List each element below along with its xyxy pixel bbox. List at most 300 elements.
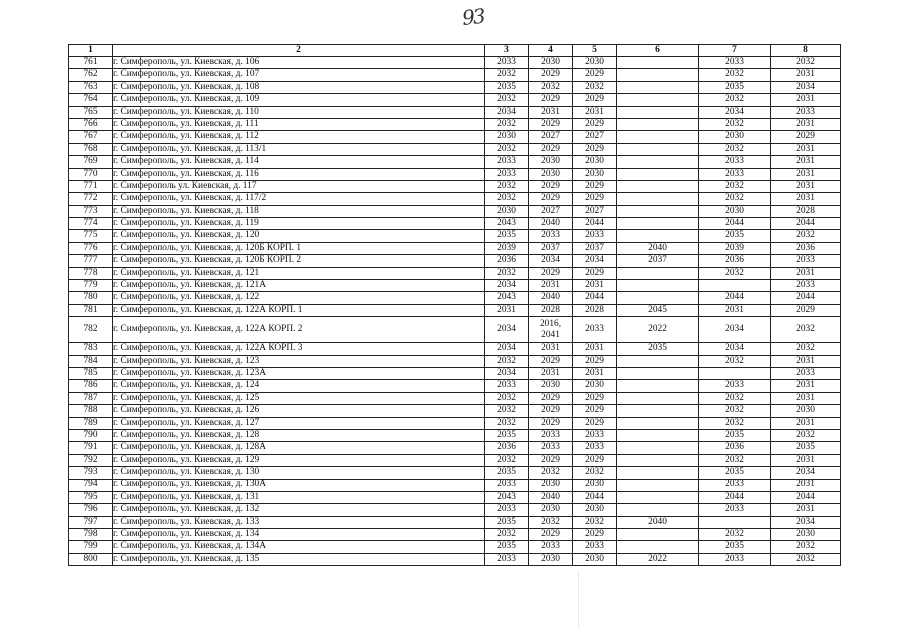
cell-col-8-year: 2031 [771, 380, 841, 392]
cell-col-6-year: 2022 [617, 317, 699, 343]
cell-col-5-year: 2027 [573, 205, 617, 217]
table-row [69, 479, 841, 491]
cell-address: г. Симферополь, ул. Киевская, д. 124 [113, 380, 485, 392]
cell-col-6-year [617, 69, 699, 81]
cell-col-7-year: 2036 [699, 255, 771, 267]
table-row [69, 81, 841, 93]
cell-multi-year: 2016, 2041 [539, 318, 562, 340]
cell-col-4-year: 2033 [529, 541, 573, 553]
cell-col-8-year: 2031 [771, 168, 841, 180]
cell-col-5-year: 2030 [573, 380, 617, 392]
table-row [69, 156, 841, 168]
cell-row-number: 781 [69, 304, 113, 316]
cell-address: г. Симферополь, ул. Киевская, д. 120 [113, 230, 485, 242]
table-row [69, 504, 841, 516]
cell-col-5-year: 2033 [573, 429, 617, 441]
cell-col-6-year: 2045 [617, 304, 699, 316]
table-row [69, 317, 841, 343]
cell-address: г. Симферополь, ул. Киевская, д. 120Б КОРП. 1 [113, 242, 485, 254]
cell-col-8-year: 2031 [771, 143, 841, 155]
page-number: 93 [460, 3, 485, 31]
cell-col-6-year [617, 280, 699, 292]
cell-col-5-year: 2029 [573, 118, 617, 130]
table-row [69, 392, 841, 404]
table-row [69, 280, 841, 292]
table-row [69, 218, 841, 230]
cell-row-number: 775 [69, 230, 113, 242]
cell-col-3-year: 2035 [485, 81, 529, 93]
cell-col-6-year [617, 292, 699, 304]
cell-col-6-year: 2040 [617, 242, 699, 254]
table-row [69, 454, 841, 466]
cell-address: г. Симферополь, ул. Киевская, д. 120Б КОРП. 2 [113, 255, 485, 267]
cell-col-5-year: 2029 [573, 405, 617, 417]
cell-col-5-year: 2033 [573, 541, 617, 553]
cell-col-3-year: 2032 [485, 267, 529, 279]
cell-col-8-year: 2031 [771, 504, 841, 516]
cell-row-number: 796 [69, 504, 113, 516]
cell-row-number: 765 [69, 106, 113, 118]
cell-col-5-year: 2034 [573, 255, 617, 267]
cell-col-5-year: 2029 [573, 193, 617, 205]
cell-row-number: 762 [69, 69, 113, 81]
table-row [69, 405, 841, 417]
cell-col-8-year: 2034 [771, 81, 841, 93]
cell-col-4-year: 2029 [529, 118, 573, 130]
cell-col-4-year: 2029 [529, 405, 573, 417]
cell-col-3-year: 2035 [485, 541, 529, 553]
cell-col-6-year: 2022 [617, 553, 699, 565]
cell-row-number: 787 [69, 392, 113, 404]
cell-col-8-year: 2032 [771, 553, 841, 565]
cell-col-7-year: 2044 [699, 218, 771, 230]
cell-col-7-year: 2044 [699, 292, 771, 304]
cell-address: г. Симферополь, ул. Киевская, д. 129 [113, 454, 485, 466]
cell-col-6-year: 2035 [617, 343, 699, 355]
table-row [69, 69, 841, 81]
cell-col-4-year: 2029 [529, 392, 573, 404]
cell-col-8-year: 2031 [771, 180, 841, 192]
cell-row-number: 770 [69, 168, 113, 180]
cell-col-6-year [617, 429, 699, 441]
cell-address: г. Симферополь, ул. Киевская, д. 130А [113, 479, 485, 491]
column-header-3: 3 [485, 45, 529, 57]
cell-col-7-year: 2032 [699, 69, 771, 81]
cell-col-7-year: 2030 [699, 131, 771, 143]
cell-col-7-year: 2033 [699, 168, 771, 180]
cell-col-7-year: 2032 [699, 143, 771, 155]
cell-col-5-year: 2032 [573, 516, 617, 528]
cell-col-4-year: 2031 [529, 367, 573, 379]
cell-col-4-year: 2029 [529, 143, 573, 155]
cell-address: г. Симферополь, ул. Киевская, д. 122А КОРП. 2 [113, 317, 485, 343]
cell-col-8-year: 2036 [771, 242, 841, 254]
cell-address: г. Симферополь, ул. Киевская, д. 116 [113, 168, 485, 180]
cell-col-4-year: 2029 [529, 417, 573, 429]
cell-col-8-year: 2031 [771, 417, 841, 429]
cell-row-number: 798 [69, 529, 113, 541]
cell-col-4-year: 2028 [529, 304, 573, 316]
cell-col-4-year: 2029 [529, 180, 573, 192]
cell-col-6-year: 2040 [617, 516, 699, 528]
cell-col-7-year: 2034 [699, 317, 771, 343]
cell-col-5-year: 2033 [573, 230, 617, 242]
cell-col-6-year [617, 156, 699, 168]
cell-col-3-year: 2031 [485, 304, 529, 316]
cell-col-6-year [617, 131, 699, 143]
table-row [69, 267, 841, 279]
column-header-5: 5 [573, 45, 617, 57]
cell-row-number: 794 [69, 479, 113, 491]
cell-col-3-year: 2032 [485, 392, 529, 404]
cell-col-5-year: 2030 [573, 57, 617, 69]
cell-col-3-year: 2030 [485, 131, 529, 143]
table-row [69, 57, 841, 69]
cell-col-8-year: 2031 [771, 193, 841, 205]
cell-col-4-year: 2033 [529, 429, 573, 441]
header-row [69, 45, 841, 57]
cell-row-number: 797 [69, 516, 113, 528]
cell-row-number: 771 [69, 180, 113, 192]
cell-col-5-year: 2037 [573, 242, 617, 254]
column-header-6: 6 [617, 45, 699, 57]
cell-col-3-year: 2033 [485, 479, 529, 491]
cell-col-3-year: 2032 [485, 69, 529, 81]
cell-col-3-year: 2032 [485, 529, 529, 541]
cell-row-number: 777 [69, 255, 113, 267]
table-row [69, 180, 841, 192]
cell-col-6-year [617, 230, 699, 242]
cell-col-5-year: 2029 [573, 180, 617, 192]
cell-col-5-year: 2029 [573, 143, 617, 155]
cell-col-3-year: 2035 [485, 230, 529, 242]
cell-col-7-year: 2032 [699, 454, 771, 466]
cell-address: г. Симферополь, ул. Киевская, д. 107 [113, 69, 485, 81]
cell-col-6-year [617, 205, 699, 217]
cell-col-6-year [617, 168, 699, 180]
cell-col-6-year [617, 541, 699, 553]
cell-col-7-year: 2030 [699, 205, 771, 217]
cell-col-7-year: 2033 [699, 504, 771, 516]
cell-col-7-year: 2033 [699, 479, 771, 491]
cell-col-4-year: 2032 [529, 516, 573, 528]
cell-col-5-year: 2029 [573, 94, 617, 106]
cell-col-5-year: 2031 [573, 343, 617, 355]
cell-col-4-year: 2030 [529, 168, 573, 180]
cell-col-5-year: 2044 [573, 218, 617, 230]
cell-col-7-year: 2032 [699, 405, 771, 417]
cell-row-number: 768 [69, 143, 113, 155]
cell-col-5-year: 2028 [573, 304, 617, 316]
cell-col-3-year: 2043 [485, 292, 529, 304]
cell-address: г. Симферополь, ул. Киевская, д. 135 [113, 553, 485, 565]
cell-col-6-year [617, 491, 699, 503]
cell-col-4-year: 2029 [529, 355, 573, 367]
cell-col-3-year: 2035 [485, 516, 529, 528]
cell-col-6-year [617, 193, 699, 205]
table-row [69, 442, 841, 454]
table-row [69, 355, 841, 367]
cell-col-8-year: 2030 [771, 529, 841, 541]
cell-address: г. Симферополь, ул. Киевская, д. 111 [113, 118, 485, 130]
cell-col-7-year [699, 516, 771, 528]
cell-col-3-year: 2033 [485, 504, 529, 516]
cell-col-3-year: 2034 [485, 343, 529, 355]
table-row [69, 193, 841, 205]
cell-col-3-year: 2032 [485, 193, 529, 205]
cell-col-7-year: 2032 [699, 355, 771, 367]
cell-col-4-year: 2029 [529, 267, 573, 279]
table-row [69, 553, 841, 565]
cell-row-number: 778 [69, 267, 113, 279]
cell-col-4-year: 2034 [529, 255, 573, 267]
cell-col-7-year [699, 280, 771, 292]
cell-col-7-year: 2032 [699, 118, 771, 130]
column-header-1: 1 [69, 45, 113, 57]
cell-col-7-year: 2033 [699, 553, 771, 565]
cell-row-number: 788 [69, 405, 113, 417]
cell-col-4-year: 2029 [529, 454, 573, 466]
cell-col-3-year: 2032 [485, 454, 529, 466]
cell-col-5-year: 2044 [573, 292, 617, 304]
cell-row-number: 790 [69, 429, 113, 441]
cell-col-4-year: 2037 [529, 242, 573, 254]
cell-address: г. Симферополь, ул. Киевская, д. 128 [113, 429, 485, 441]
cell-col-6-year [617, 454, 699, 466]
cell-col-5-year: 2032 [573, 467, 617, 479]
cell-col-8-year: 2031 [771, 479, 841, 491]
table-row [69, 94, 841, 106]
cell-col-7-year: 2034 [699, 343, 771, 355]
cell-col-8-year: 2034 [771, 467, 841, 479]
cell-address: г. Симферополь, ул. Киевская, д. 131 [113, 491, 485, 503]
cell-address: г. Симферополь, ул. Киевская, д. 109 [113, 94, 485, 106]
table-row [69, 168, 841, 180]
cell-row-number: 761 [69, 57, 113, 69]
cell-col-3-year: 2039 [485, 242, 529, 254]
cell-col-5-year: 2027 [573, 131, 617, 143]
cell-col-8-year: 2031 [771, 267, 841, 279]
cell-address: г. Симферополь, ул. Киевская, д. 125 [113, 392, 485, 404]
table-body [69, 57, 841, 566]
cell-col-8-year: 2032 [771, 57, 841, 69]
cell-col-3-year: 2034 [485, 106, 529, 118]
cell-col-8-year: 2031 [771, 392, 841, 404]
cell-col-3-year: 2032 [485, 94, 529, 106]
cell-col-4-year: 2031 [529, 280, 573, 292]
cell-col-3-year: 2033 [485, 156, 529, 168]
cell-col-7-year: 2032 [699, 267, 771, 279]
cell-col-4-year: 2031 [529, 343, 573, 355]
cell-row-number: 764 [69, 94, 113, 106]
cell-address: г. Симферополь, ул. Киевская, д. 134 [113, 529, 485, 541]
cell-row-number: 779 [69, 280, 113, 292]
cell-col-3-year: 2032 [485, 143, 529, 155]
cell-col-5-year: 2029 [573, 355, 617, 367]
cell-col-3-year: 2032 [485, 355, 529, 367]
cell-col-4-year: 2033 [529, 442, 573, 454]
table-row [69, 380, 841, 392]
cell-col-4-year: 2029 [529, 94, 573, 106]
cell-col-8-year: 2032 [771, 317, 841, 343]
cell-col-7-year: 2035 [699, 541, 771, 553]
cell-col-7-year [699, 367, 771, 379]
cell-row-number: 795 [69, 491, 113, 503]
cell-col-4-year: 2030 [529, 504, 573, 516]
cell-row-number: 774 [69, 218, 113, 230]
cell-col-5-year: 2030 [573, 504, 617, 516]
cell-address: г. Симферополь, ул. Киевская, д. 114 [113, 156, 485, 168]
housing-schedule-table [68, 44, 841, 566]
cell-address: г. Симферополь, ул. Киевская, д. 126 [113, 405, 485, 417]
cell-col-5-year: 2031 [573, 106, 617, 118]
cell-col-7-year: 2035 [699, 429, 771, 441]
cell-col-8-year: 2033 [771, 280, 841, 292]
column-header-4: 4 [529, 45, 573, 57]
cell-col-3-year: 2033 [485, 57, 529, 69]
table-row [69, 343, 841, 355]
cell-col-8-year: 2034 [771, 516, 841, 528]
table-row [69, 516, 841, 528]
table-row [69, 529, 841, 541]
cell-address: г. Симферополь, ул. Киевская, д. 128А [113, 442, 485, 454]
table-row [69, 143, 841, 155]
cell-col-8-year: 2031 [771, 118, 841, 130]
table-row [69, 367, 841, 379]
cell-col-5-year: 2030 [573, 553, 617, 565]
cell-col-3-year: 2035 [485, 429, 529, 441]
cell-col-6-year [617, 392, 699, 404]
cell-address: г. Симферополь, ул. Киевская, д. 119 [113, 218, 485, 230]
table-row [69, 131, 841, 143]
cell-col-4-year: 2029 [529, 193, 573, 205]
cell-col-6-year: 2037 [617, 255, 699, 267]
cell-col-5-year: 2032 [573, 81, 617, 93]
cell-col-8-year: 2032 [771, 541, 841, 553]
cell-col-8-year: 2031 [771, 94, 841, 106]
cell-col-5-year: 2033 [573, 317, 617, 343]
table-row [69, 292, 841, 304]
cell-address: г. Симферополь, ул. Киевская, д. 122А КОРП. 1 [113, 304, 485, 316]
cell-col-7-year: 2032 [699, 392, 771, 404]
cell-address: г. Симферополь, ул. Киевская, д. 112 [113, 131, 485, 143]
cell-col-7-year: 2035 [699, 230, 771, 242]
cell-address: г. Симферополь, ул. Киевская, д. 134А [113, 541, 485, 553]
cell-col-6-year [617, 218, 699, 230]
cell-col-4-year: 2030 [529, 57, 573, 69]
cell-col-3-year: 2036 [485, 442, 529, 454]
cell-col-5-year: 2033 [573, 442, 617, 454]
cell-col-6-year [617, 417, 699, 429]
cell-col-7-year: 2035 [699, 81, 771, 93]
cell-col-3-year: 2032 [485, 405, 529, 417]
cell-address: г. Симферополь, ул. Киевская, д. 106 [113, 57, 485, 69]
table-row [69, 255, 841, 267]
scan-artifact [578, 572, 581, 628]
cell-col-7-year: 2032 [699, 94, 771, 106]
cell-col-7-year: 2032 [699, 417, 771, 429]
cell-col-4-year: 2029 [529, 529, 573, 541]
cell-row-number: 780 [69, 292, 113, 304]
cell-address: г. Симферополь, ул. Киевская, д. 123А [113, 367, 485, 379]
table-row [69, 205, 841, 217]
cell-col-6-year [617, 367, 699, 379]
table-row [69, 242, 841, 254]
cell-col-8-year: 2033 [771, 255, 841, 267]
cell-row-number: 793 [69, 467, 113, 479]
cell-col-4-year: 2030 [529, 553, 573, 565]
cell-col-7-year: 2034 [699, 106, 771, 118]
cell-col-5-year: 2029 [573, 392, 617, 404]
cell-col-8-year: 2032 [771, 343, 841, 355]
cell-address: г. Симферополь, ул. Киевская, д. 113/1 [113, 143, 485, 155]
cell-row-number: 791 [69, 442, 113, 454]
cell-address: г. Симферополь ул. Киевская, д. 117 [113, 180, 485, 192]
cell-col-8-year: 2032 [771, 429, 841, 441]
cell-col-6-year [617, 442, 699, 454]
cell-address: г. Симферополь, ул. Киевская, д. 110 [113, 106, 485, 118]
cell-col-5-year: 2029 [573, 267, 617, 279]
cell-col-4-year: 2032 [529, 467, 573, 479]
cell-col-3-year: 2032 [485, 180, 529, 192]
cell-address: г. Симферополь, ул. Киевская, д. 117/2 [113, 193, 485, 205]
cell-col-8-year: 2044 [771, 218, 841, 230]
cell-row-number: 783 [69, 343, 113, 355]
cell-col-7-year: 2044 [699, 491, 771, 503]
table-row [69, 541, 841, 553]
cell-col-6-year [617, 467, 699, 479]
cell-row-number: 766 [69, 118, 113, 130]
cell-row-number: 785 [69, 367, 113, 379]
cell-row-number: 772 [69, 193, 113, 205]
table-row [69, 118, 841, 130]
cell-col-7-year: 2033 [699, 156, 771, 168]
cell-col-5-year: 2044 [573, 491, 617, 503]
table-row [69, 417, 841, 429]
cell-col-3-year: 2034 [485, 280, 529, 292]
cell-col-4-year [529, 317, 573, 343]
cell-address: г. Симферополь, ул. Киевская, д. 121А [113, 280, 485, 292]
cell-col-6-year [617, 180, 699, 192]
cell-col-3-year: 2030 [485, 205, 529, 217]
cell-col-7-year: 2033 [699, 380, 771, 392]
cell-col-6-year [617, 57, 699, 69]
cell-col-4-year: 2030 [529, 156, 573, 168]
cell-col-7-year: 2033 [699, 57, 771, 69]
cell-col-7-year: 2032 [699, 529, 771, 541]
cell-col-3-year: 2032 [485, 118, 529, 130]
cell-col-3-year: 2035 [485, 467, 529, 479]
cell-col-4-year: 2032 [529, 81, 573, 93]
cell-address: г. Симферополь, ул. Киевская, д. 108 [113, 81, 485, 93]
cell-col-5-year: 2030 [573, 168, 617, 180]
cell-col-6-year [617, 380, 699, 392]
cell-col-5-year: 2029 [573, 529, 617, 541]
cell-col-4-year: 2027 [529, 205, 573, 217]
cell-col-8-year: 2033 [771, 106, 841, 118]
cell-col-7-year: 2032 [699, 193, 771, 205]
cell-row-number: 782 [69, 317, 113, 343]
cell-col-3-year: 2033 [485, 168, 529, 180]
cell-col-7-year: 2036 [699, 442, 771, 454]
cell-col-4-year: 2033 [529, 230, 573, 242]
table-row [69, 467, 841, 479]
cell-col-4-year: 2030 [529, 380, 573, 392]
table-row [69, 106, 841, 118]
cell-col-5-year: 2030 [573, 156, 617, 168]
cell-col-3-year: 2032 [485, 417, 529, 429]
table-row [69, 491, 841, 503]
